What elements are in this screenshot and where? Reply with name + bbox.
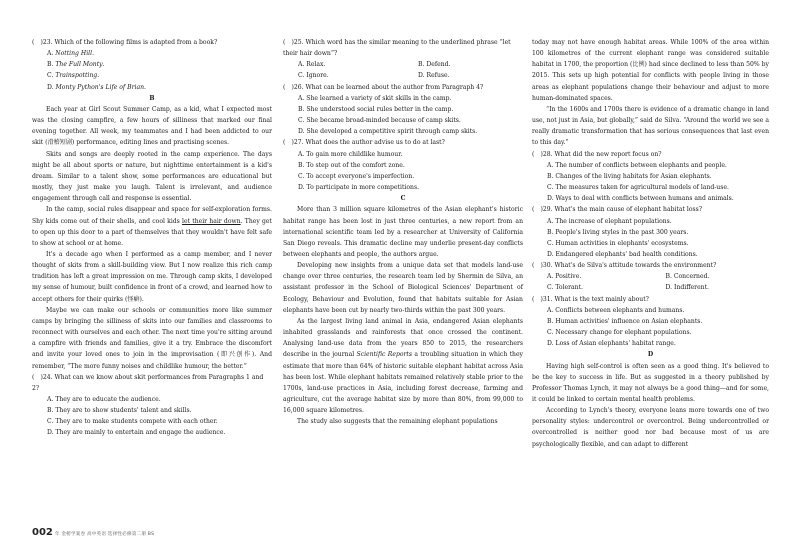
q23-option-b-title: The Full Monty <box>55 61 103 69</box>
q26-option-d: D. She developed a competitive spirit through camp skits. <box>298 128 478 136</box>
q25-option-a: A. Relax. <box>298 61 326 69</box>
q28-option-c: C. The measures taken for agricultural models of land-use. <box>547 184 729 192</box>
q27-option-d: D. To participate in more competitions. <box>298 184 420 192</box>
passage-b-paragraph-3 <box>32 204 272 249</box>
b-p3-text-b: . They get to open up this door to a part of themselves that they wouldn't have felt safe to show at school or at home. <box>32 217 272 247</box>
c-p3-text-a: As the largest living land animal in Asia, endangered Asian elephants inhabited grasslands and rainforests that once crossed the continent. Analysing land-use data from the years 850 to 2015, the researchers describe in the journal <box>283 317 523 359</box>
passage-c-paragraph-4-start: The study also suggests that the remaining elephant populations <box>297 418 498 426</box>
q29-option-c: C. Human activities in elephants' ecosystems. <box>547 239 689 247</box>
column-3 <box>532 37 769 450</box>
question-29: ( )29. What's the main cause of elephant habitat loss? <box>532 206 703 214</box>
q23-option-c-title: Trainspotting <box>55 72 98 80</box>
b-p3-text-a: In the camp, social rules disappear and space for self-exploration forms. Shy kids come out of their shells, and cool kids <box>32 206 272 225</box>
question-25: ( )25. Which word has the similar meaning to the underlined phrase “let their hair down”? <box>283 39 511 58</box>
footer-text: 年 金榜学案卷 高中英语 选择性必修第二册 BS <box>54 532 155 537</box>
c-p3-text-b: a troubling situation in which they estimate that more than 64% of historic suitable elephant habitat across Asia has been lost. While elephant habitats remained relatively stable prior to the 1700s, land-use practices in Asia, including forest decrease, farming and agriculture, cut the average habitat size by more than 80%, from 99,000 to 16,000 square kilometres. <box>283 351 523 415</box>
q31-option-c: C. Necessary change for elephant populations. <box>547 329 692 337</box>
q26-option-c: C. She became broad-minded because of camp skits. <box>298 117 461 125</box>
passage-d-paragraph-1: Having high self-control is often seen as a good thing. It's believed to be the key to success in life. But as suggested in a theory published by Professor Thomas Lynch, it may not always be a good thing—and for some, it could be linked to certain mental health problems. <box>532 362 769 403</box>
journal-name: Scientific Reports <box>356 351 413 359</box>
passage-c-paragraph-5: “In the 1600s and 1700s there is evidence of a dramatic change in land use, not just in Asia, but globally,” said de Silva. “Around the world we see a really dramatic transformation that has serious consequences that last even to this day.” <box>532 105 769 147</box>
underlined-phrase: let their hair down <box>182 217 241 225</box>
question-27: ( )27. What does the author advise us to do at last? <box>283 139 445 147</box>
passage-c-paragraph-4-cont: today may not have enough habitat areas. While 100% of the area within 100 kilometres of the current elephant range was considered suitable habitat in 1700, the proportion (比例) had since declined to less than 50% by 2015. This sets up high potential for conflicts with people living in those areas as elephant populations change their behaviour and adjust to more human-dominated spaces. <box>532 39 769 102</box>
q28-option-a: A. The number of conflicts between elephants and people. <box>547 161 727 169</box>
q23-option-d: D. Monty Python's Life of Brian. <box>47 83 146 91</box>
q25-option-c: C. Ignore. <box>298 72 329 80</box>
q28-option-b: B. Changes of the living habitats for Asian elephants. <box>547 172 712 180</box>
q31-option-d: D. Loss of Asian elephants' habitat range. <box>547 340 676 348</box>
q30-options-row-2 <box>532 282 769 293</box>
section-d-heading: D <box>647 351 654 359</box>
q26-option-a: A. She learned a variety of skit skills in the camp. <box>298 94 452 102</box>
q24-option-c: C. They are to make students compete with each other. <box>47 418 218 426</box>
question-24: ( )24. What can we know about skit performances from Paragraphs 1 and 2? <box>32 373 264 392</box>
column-1 <box>32 37 272 439</box>
q30-option-c: C. Tolerant. <box>547 284 583 292</box>
q31-option-a: A. Conflicts between elephants and humans. <box>547 306 685 314</box>
question-28: ( )28. What did the new report focus on? <box>532 150 662 158</box>
question-26: ( )26. What can be learned about the author from Paragraph 4? <box>283 83 484 91</box>
q25-option-b: B. Defend. <box>418 61 451 69</box>
passage-c-paragraph-2: Developing new insights from a unique data set that models land-use change over three centuries, the research team led by Shermin de Silva, an assistant professor in the School of Biological Sciences' Department of Ecology, Behaviour and Evolution, found that habitats suitable for Asian elephants have been cut by nearly two-thirds within the past 300 years. <box>283 262 523 314</box>
passage-b-paragraph-2: Skits and songs are deeply rooted in the camp experience. The days might be all about sports or nature, but nighttime entertainment is a kid's dream. Similar to a talent show, some performances are educational but mostly, they just make you laugh. Talent is irrelevant, and audience engagement through call and response is essential. <box>32 150 272 203</box>
passage-b-paragraph-5: Maybe we can make our schools or communities more like summer camps by bringing the silliness of skits into our families and classrooms to reconnect with ourselves and each other. The next time you're sitting around a campfire with friends and families, give it a try. Embrace the discomfort and invite your loved ones to join in the improvisation (即兴创作). And remember, “The more funny noises and childlike humour, the better.” <box>32 306 272 370</box>
q28-option-d: D. Ways to deal with conflicts between humans and animals. <box>547 195 734 203</box>
q29-option-b: B. People's living styles in the past 300 years. <box>547 228 689 236</box>
question-30: ( )30. What's de Silva's attitude towards the environment? <box>532 262 717 270</box>
q30-option-b: B. Concerned. <box>665 273 710 281</box>
q30-options-row-1 <box>532 271 769 282</box>
q23-option-a-title: Notting Hill <box>55 50 93 58</box>
q31-option-b: B. Human activities' influence on Asian elephants. <box>547 317 703 325</box>
page-number: 002 <box>32 527 53 538</box>
section-c-heading: C <box>400 195 406 203</box>
q25-option-d: D. Refuse. <box>418 72 450 80</box>
question-31: ( )31. What is the text mainly about? <box>532 295 649 303</box>
passage-d-paragraph-2: According to Lynch's theory, everyone leans more towards one of two personality styles: undercontrol or overcontrol. Being undercontrolled or overcontrolled is neither good nor bad because most of us are psychologically flexible, and can adapt to different <box>532 407 769 448</box>
q27-option-a: A. To gain more childlike humour. <box>298 150 403 158</box>
q29-option-d: D. Endangered elephants' bad health conditions. <box>547 250 698 258</box>
passage-c-paragraph-3 <box>283 316 523 416</box>
q23-option-d-title: Monty Python's Life of Brian <box>55 83 145 91</box>
q30-option-a: A. Positive. <box>547 273 582 281</box>
q24-option-d: D. They are mainly to entertain and engage the audience. <box>47 429 226 437</box>
q24-option-b: B. They are to show students' talent and skills. <box>47 407 192 415</box>
passage-b-paragraph-4: It's a decade ago when I performed as a camp member, and I never thought of skits from a skill-building view. But I now realize this rich camp tradition has left a great impression on me. Through camp skits, I developed my sense of humour, built confidence in front of a crowd, and learned how to accept others for their quirks (怪癖). <box>32 250 272 303</box>
q23-option-b: B. The Full Monty. <box>47 61 105 69</box>
q23-option-a: A. Notting Hill. <box>47 50 94 58</box>
q30-option-d: D. Indifferent. <box>665 284 709 292</box>
q27-option-c: C. To accept everyone's imperfection. <box>298 172 415 180</box>
q29-option-a: A. The increase of elephant populations. <box>547 217 672 225</box>
passage-b-paragraph-1: Each year at Girl Scout Summer Camp, as a kid, what I expected most was the closing campfire, a few hours of silliness that marked our final evening together. All week, my teammates and I had been addicted to our skit (滑稽短剧) performance, editing lines and practising scenes. <box>32 105 272 147</box>
q26-option-b: B. She understood social rules better in the camp. <box>298 105 454 113</box>
q24-option-a: A. They are to educate the audience. <box>47 396 161 403</box>
column-2 <box>283 37 523 427</box>
q27-option-b: B. To step out of the comfort zone. <box>298 161 405 169</box>
passage-c-paragraph-1: More than 3 million square kilometres of the Asian elephant's historic habitat range has been lost in just three centuries, a new report from an international scientific team led by a researcher at University of California San Diego reveals. This dramatic decline may underlie present-day conflicts between elephants and people, the authors argue. <box>283 206 523 258</box>
q25-options-row-1 <box>283 59 523 70</box>
question-23: ( )23. Which of the following films is adapted from a book? <box>32 39 218 46</box>
page-footer <box>32 527 154 540</box>
section-b-heading: B <box>149 94 155 102</box>
q23-option-c: C. Trainspotting. <box>47 72 100 80</box>
q25-options-row-2 <box>283 70 523 81</box>
